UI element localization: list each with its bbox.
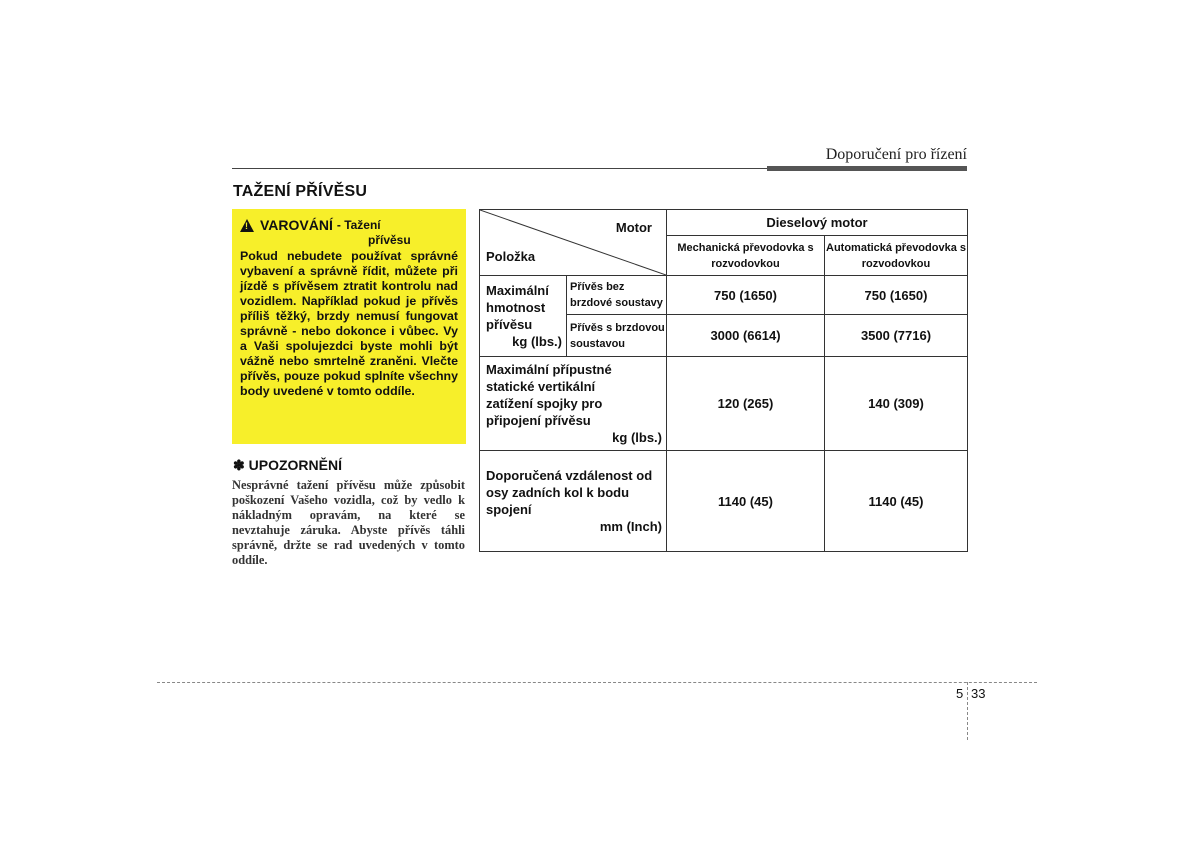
warning-triangle-icon: [240, 219, 254, 232]
section-title: TAŽENÍ PŘÍVĚSU: [233, 183, 368, 200]
cell-value: 3000 (6614): [667, 315, 825, 357]
cell-value: 140 (309): [825, 357, 968, 451]
col-header-manual: Mechanická převodovka s rozvodovkou: [667, 236, 825, 276]
table-corner-cell: [480, 210, 667, 276]
warning-subtitle-2: přívěsu: [368, 233, 411, 247]
chapter-number: 5: [956, 686, 964, 701]
row-label-distance: [480, 451, 667, 552]
row-group-label: [480, 276, 567, 357]
running-header: Doporučení pro řízení: [825, 146, 967, 163]
warning-body: Pokud nebudete používat správné vybavení a správně řídit, můžete při jízdě s přívěsem ztratit kontrolu nad vozidlem. Například pokud je přívěs příliš těžký, brzdy nemusí fungovat správně - nebo dokonce i vůbec. Vy a Vaši spolujezdci byste mohli být vážně nebo smrtelně zraněni. Vlečte přívěs, pouze pokud splníte všechny body uvedené v tomto oddíle.: [240, 249, 458, 398]
footer-divider: [967, 682, 968, 740]
cell-value: 1140 (45): [825, 451, 968, 552]
cell-value: 750 (1650): [825, 276, 968, 315]
warning-header: [240, 218, 458, 233]
page-number: 33: [971, 686, 986, 701]
cell-value: 3500 (7716): [825, 315, 968, 357]
corner-item-label: Položka: [486, 249, 536, 264]
row-label-unit: mm (Inch): [599, 519, 662, 534]
note-title: ✽ UPOZORNĚNÍ: [233, 457, 342, 473]
col-header-automatic: Automatická převodovka s rozvodovkou: [825, 236, 968, 276]
towing-spec-table: [479, 209, 968, 552]
row-label-text: Maximální přípustné statické vertikální zatížení spojky pro připojení přívěsu: [486, 362, 612, 428]
cell-value: 1140 (45): [667, 451, 825, 552]
footer-rule: [157, 682, 1037, 683]
subrow-label-unbraked: Přívěs bez brzdové soustavy: [567, 276, 667, 315]
cell-value: 750 (1650): [667, 276, 825, 315]
warning-label: VAROVÁNÍ: [260, 217, 333, 233]
row-label-vertical-load: [480, 357, 667, 451]
cell-value: 120 (265): [667, 357, 825, 451]
note-body: Nesprávné tažení přívěsu může způsobit poškození Vašeho vozidla, což by vedlo k nákladným opravám, na které se nevztahuje záruka. Abyste přívěs táhli správně, držte se rad uvedených v tomto oddíle.: [232, 478, 465, 567]
row-group-line: přívěsu: [486, 317, 533, 332]
row-label-text: Doporučená vzdálenost od osy zadních kol k bodu spojení: [486, 468, 653, 517]
row-group-line: hmotnost: [486, 300, 546, 315]
warning-box: [232, 209, 466, 444]
engine-header: Dieselový motor: [667, 210, 968, 236]
row-group-line: Maximální: [486, 283, 549, 298]
row-group-unit: kg (lbs.): [512, 334, 562, 349]
corner-motor-label: Motor: [615, 220, 652, 235]
row-label-unit: kg (lbs.): [612, 430, 662, 445]
warning-subtitle: - Tažení: [336, 218, 381, 232]
header-bar: [767, 166, 967, 171]
subrow-label-braked: Přívěs s brzdovou soustavou: [567, 315, 667, 357]
